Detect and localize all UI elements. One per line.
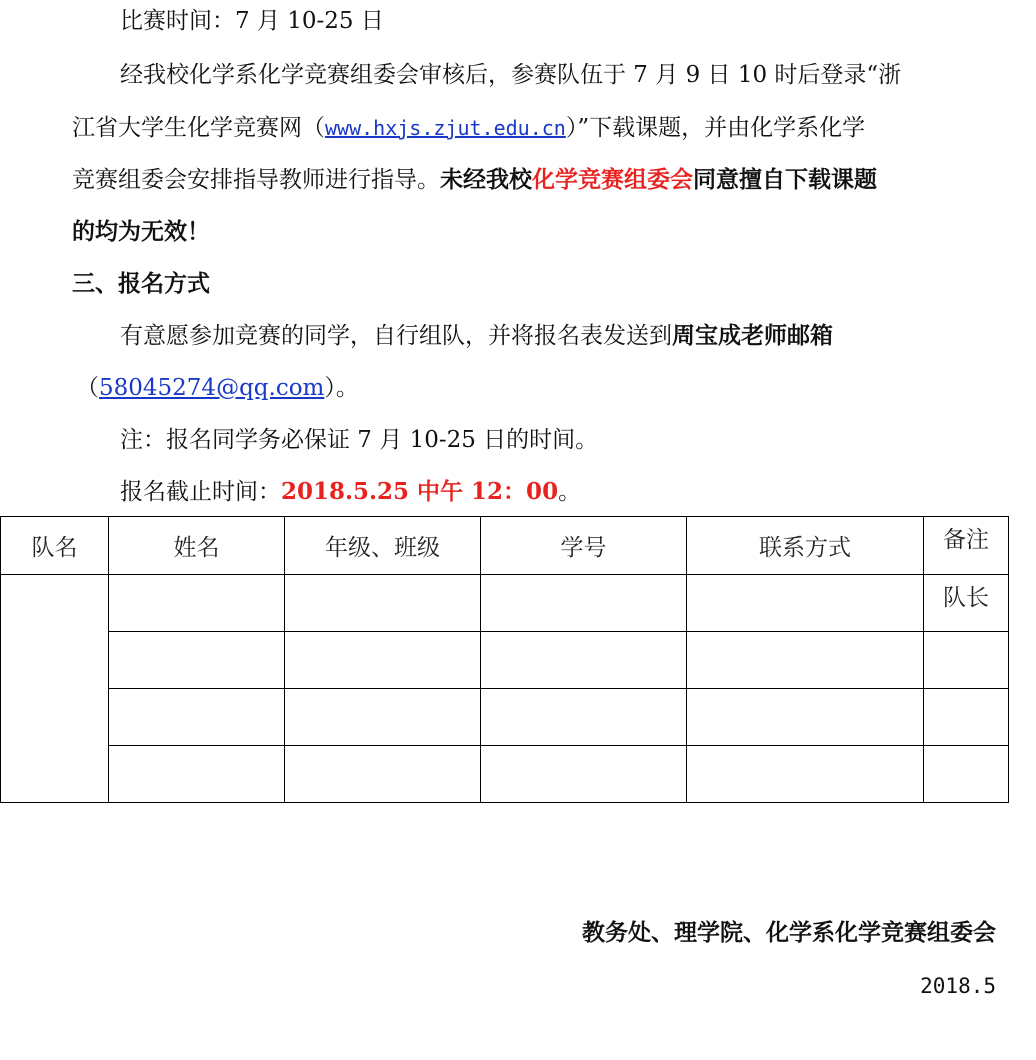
paragraph-text: ）。 — [324, 375, 359, 401]
table-row — [1, 575, 1009, 632]
name-cell[interactable] — [109, 632, 285, 689]
table-row — [1, 746, 1009, 803]
remarks-cell[interactable] — [924, 689, 1009, 746]
competition-time-line — [120, 6, 384, 36]
paragraph-registration-line-2 — [76, 373, 359, 403]
header-name: 姓名 — [109, 517, 285, 575]
teacher-email-label: 周宝成老师邮箱 — [672, 322, 833, 349]
student-id-cell[interactable] — [481, 689, 687, 746]
teacher-email-link[interactable]: 58045274@qq.com — [99, 375, 325, 401]
paragraph-text: 经我校化学系化学竞赛组委会审核后，参赛队伍于 7 月 9 日 10 时后登录“浙 — [120, 62, 902, 88]
grade-class-cell[interactable] — [285, 746, 481, 803]
section-heading-registration — [72, 269, 210, 299]
paragraph-text: ）”下载课题，并由化学系化学 — [565, 115, 866, 141]
student-id-cell[interactable] — [481, 575, 687, 632]
competition-website-link[interactable]: www.hxjs.zjut.edu.cn — [325, 116, 566, 140]
remarks-cell[interactable] — [924, 746, 1009, 803]
warning-text: 同意擅自下载课题 — [693, 166, 877, 193]
name-cell[interactable] — [109, 746, 285, 803]
paragraph-text: （ — [76, 375, 99, 401]
remarks-cell-leader: 队长 — [924, 575, 1009, 632]
deadline-value: 2018.5.25 中午 12：00 — [281, 478, 559, 505]
paragraph-download-line-3 — [72, 165, 877, 195]
name-cell[interactable] — [109, 689, 285, 746]
warning-text: 的均为无效！ — [72, 218, 210, 245]
paragraph-download-line-2 — [72, 113, 865, 143]
paragraph-download-line-1 — [120, 60, 901, 90]
paragraph-download-line-4 — [72, 217, 210, 247]
competition-time-value: 7 月 10-25 日 — [235, 8, 384, 34]
header-contact: 联系方式 — [687, 517, 924, 575]
registration-table — [0, 516, 1009, 803]
student-id-cell[interactable] — [481, 632, 687, 689]
contact-cell[interactable] — [687, 632, 924, 689]
table-header-row — [1, 517, 1009, 575]
registration-deadline — [120, 477, 581, 507]
header-team-name: 队名 — [1, 517, 109, 575]
paragraph-text: 有意愿参加竞赛的同学，自行组队，并将报名表发送到 — [120, 323, 672, 349]
registration-note — [120, 425, 598, 455]
paragraph-text: 竞赛组委会安排指导教师进行指导。 — [72, 167, 440, 193]
warning-text: 未经我校 — [440, 166, 532, 193]
header-grade-class: 年级、班级 — [285, 517, 481, 575]
table-row — [1, 689, 1009, 746]
student-id-cell[interactable] — [481, 746, 687, 803]
deadline-label: 报名截止时间： — [120, 479, 281, 505]
header-remarks: 备注 — [924, 517, 1009, 575]
contact-cell[interactable] — [687, 746, 924, 803]
note-text: 注：报名同学务必保证 7 月 10-25 日的时间。 — [120, 427, 599, 453]
header-student-id: 学号 — [481, 517, 687, 575]
committee-highlight: 化学竞赛组委会 — [532, 166, 693, 193]
paragraph-text: 。 — [558, 479, 582, 505]
remarks-cell[interactable] — [924, 632, 1009, 689]
section-title: 三、报名方式 — [72, 270, 210, 297]
table-row — [1, 632, 1009, 689]
name-cell[interactable] — [109, 575, 285, 632]
issue-date: 2018.5 — [920, 974, 996, 998]
contact-cell[interactable] — [687, 689, 924, 746]
issuing-organization: 教务处、理学院、化学系化学竞赛组委会 — [582, 919, 996, 946]
paragraph-text: 江省大学生化学竞赛网（ — [72, 115, 325, 141]
contact-cell[interactable] — [687, 575, 924, 632]
grade-class-cell[interactable] — [285, 632, 481, 689]
competition-time-label: 比赛时间： — [120, 8, 235, 34]
grade-class-cell[interactable] — [285, 689, 481, 746]
grade-class-cell[interactable] — [285, 575, 481, 632]
team-name-cell[interactable] — [1, 575, 109, 803]
paragraph-registration-line-1 — [120, 321, 833, 351]
